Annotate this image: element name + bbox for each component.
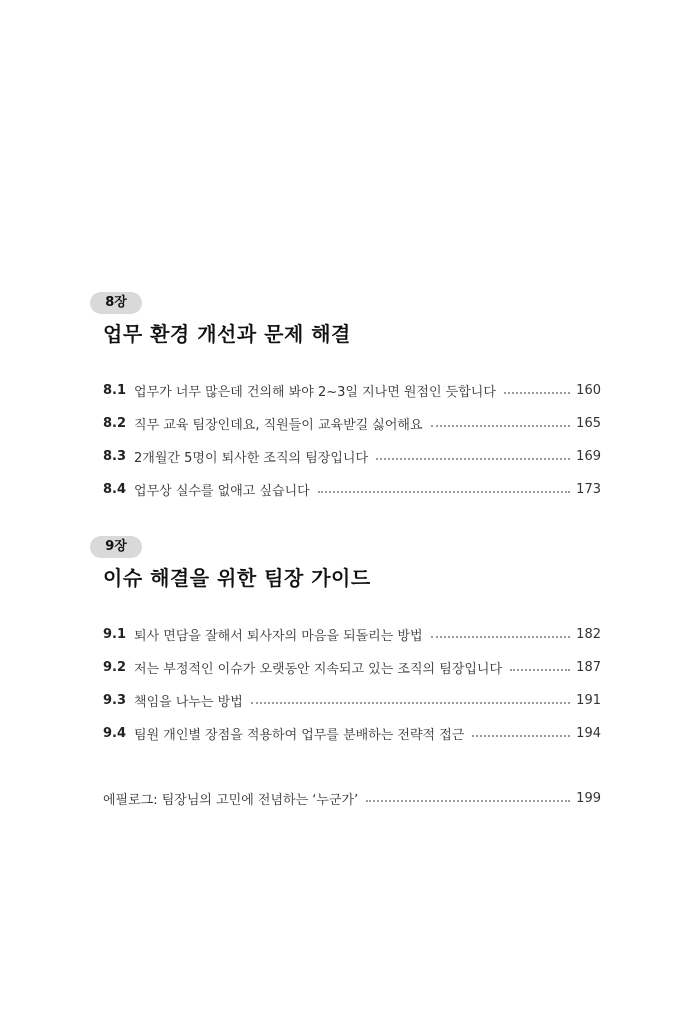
entry-number: 9.2 bbox=[103, 660, 127, 675]
page-number: 173 bbox=[576, 482, 601, 497]
entry-number: 8.2 bbox=[103, 416, 127, 431]
page-number: 187 bbox=[576, 660, 601, 675]
entry-title: 업무상 실수를 없애고 싶습니다 bbox=[134, 484, 310, 499]
entry-number: 9.3 bbox=[103, 693, 127, 708]
toc-entry-list bbox=[103, 618, 601, 750]
toc-entry[interactable] bbox=[103, 717, 601, 750]
dot-leader bbox=[376, 457, 570, 460]
entry-title: 책임을 나누는 방법 bbox=[134, 695, 243, 710]
toc-entry[interactable] bbox=[103, 440, 601, 473]
dot-leader bbox=[504, 391, 570, 394]
chapter-badge: 9장 bbox=[90, 536, 142, 558]
toc-entry[interactable] bbox=[103, 374, 601, 407]
toc-entry[interactable] bbox=[103, 651, 601, 684]
entry-title: 퇴사 면담을 잘해서 퇴사자의 마음을 되돌리는 방법 bbox=[134, 629, 423, 644]
dot-leader bbox=[318, 490, 570, 493]
page-number: 169 bbox=[576, 449, 601, 464]
toc-entry[interactable] bbox=[103, 684, 601, 717]
entry-number: 9.1 bbox=[103, 627, 127, 642]
page-number: 160 bbox=[576, 383, 601, 398]
entry-title: 팀원 개인별 장점을 적용하여 업무를 분배하는 전략적 접근 bbox=[134, 728, 465, 743]
page-number: 182 bbox=[576, 627, 601, 642]
page-number: 199 bbox=[576, 791, 601, 806]
toc-entry[interactable] bbox=[103, 473, 601, 506]
dot-leader bbox=[251, 701, 570, 704]
toc-entry-list bbox=[103, 374, 601, 506]
dot-leader bbox=[472, 734, 570, 737]
epilogue-section bbox=[103, 782, 601, 815]
entry-title: 업무가 너무 많은데 건의해 봐야 2~3일 지나면 원점인 듯합니다 bbox=[134, 385, 496, 400]
chapter-title: 이슈 해결을 위한 팀장 가이드 bbox=[103, 566, 371, 590]
entry-number: 9.4 bbox=[103, 726, 127, 741]
dot-leader bbox=[510, 668, 570, 671]
entry-title: 에필로그: 팀장님의 고민에 전념하는 ‘누군가’ bbox=[103, 793, 359, 808]
entry-title: 2개월간 5명이 퇴사한 조직의 팀장입니다 bbox=[134, 451, 369, 466]
toc-entry[interactable] bbox=[103, 618, 601, 651]
entry-title: 직무 교육 팀장인데요, 직원들이 교육받길 싫어해요 bbox=[134, 418, 423, 433]
toc-entry[interactable] bbox=[103, 407, 601, 440]
toc-entry-epilogue[interactable] bbox=[103, 782, 601, 815]
chapter-title: 업무 환경 개선과 문제 해결 bbox=[103, 322, 351, 346]
dot-leader bbox=[431, 424, 571, 427]
entry-number: 8.4 bbox=[103, 482, 127, 497]
page-number: 194 bbox=[576, 726, 601, 741]
entry-number: 8.1 bbox=[103, 383, 127, 398]
entry-number: 8.3 bbox=[103, 449, 127, 464]
entry-title: 저는 부정적인 이슈가 오랫동안 지속되고 있는 조직의 팀장입니다 bbox=[134, 662, 503, 677]
dot-leader bbox=[366, 799, 570, 802]
page-number: 191 bbox=[576, 693, 601, 708]
dot-leader bbox=[431, 635, 571, 638]
page-number: 165 bbox=[576, 416, 601, 431]
chapter-badge: 8장 bbox=[90, 292, 142, 314]
